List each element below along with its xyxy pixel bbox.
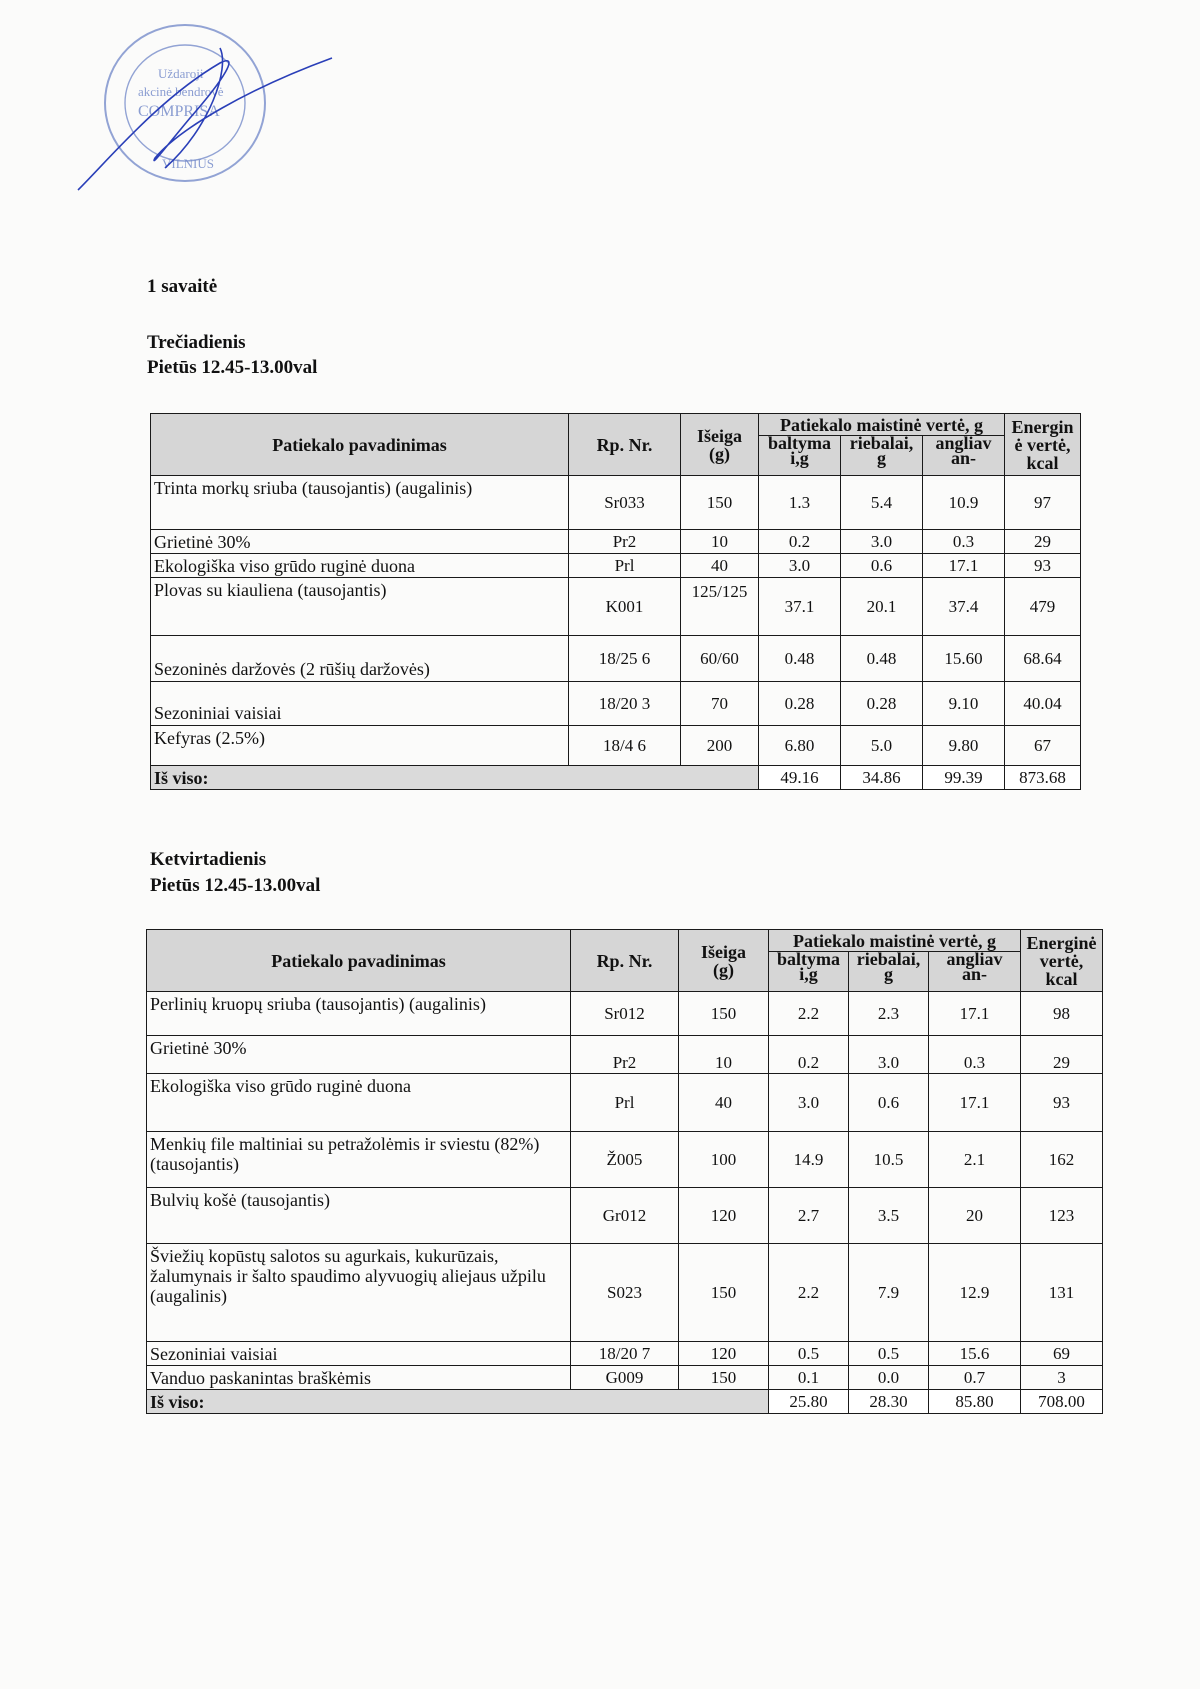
table-row [151, 476, 1081, 530]
fat-value: 20.1 [841, 578, 923, 636]
fat-value: 5.0 [841, 726, 923, 766]
protein-value: 14.9 [769, 1132, 849, 1188]
carbs-value: 15.6 [929, 1342, 1021, 1366]
recipe-number: Pr2 [569, 530, 681, 554]
day1-menu-table [150, 413, 1081, 790]
carbs-value: 17.1 [929, 992, 1021, 1036]
recipe-number: Sr033 [569, 476, 681, 530]
fat-label-1: riebalai, [849, 435, 914, 453]
energy-value: 97 [1005, 476, 1081, 530]
yield-unit: (g) [713, 959, 734, 980]
recipe-number: 18/4 6 [569, 726, 681, 766]
carbs-label-2: an- [961, 964, 987, 984]
carbs-value: 15.60 [923, 636, 1005, 682]
yield-value: 120 [679, 1342, 769, 1366]
col-header-protein [759, 436, 841, 476]
yield-value: 200 [681, 726, 759, 766]
stamp-text-3: COMPRISA [138, 103, 220, 120]
energy-value: 93 [1005, 554, 1081, 578]
protein-value: 0.2 [769, 1036, 849, 1074]
dish-name: Kefyras (2.5%) [151, 726, 569, 766]
yield-value: 40 [679, 1074, 769, 1132]
yield-value: 40 [681, 554, 759, 578]
yield-value: 150 [679, 1366, 769, 1390]
recipe-number: Prl [571, 1074, 679, 1132]
recipe-number: 18/20 7 [571, 1342, 679, 1366]
dish-name: Perlinių kruopų sriuba (tausojantis) (augalinis) [147, 992, 571, 1036]
energy-value: 67 [1005, 726, 1081, 766]
dish-name: Ekologiška viso grūdo ruginė duona [147, 1074, 571, 1132]
energy-value: 123 [1021, 1188, 1103, 1244]
carbs-value: 17.1 [923, 554, 1005, 578]
table-row [147, 1188, 1103, 1244]
dish-name: Grietinė 30% [151, 530, 569, 554]
protein-value: 2.2 [769, 992, 849, 1036]
total-carbs: 99.39 [923, 766, 1005, 790]
yield-value: 125/125 [681, 578, 759, 636]
col-header-yield [681, 414, 759, 476]
carbs-value: 9.80 [923, 726, 1005, 766]
energy-label-2: vertė, [1039, 950, 1084, 971]
col-header-name: Patiekalo pavadinimas [151, 414, 569, 476]
protein-label-1: baltyma [777, 951, 840, 969]
fat-label-1: riebalai, [856, 951, 921, 969]
company-stamp [70, 8, 340, 198]
dish-name: Sezoniniai vaisiai [147, 1342, 571, 1366]
protein-value: 3.0 [759, 554, 841, 578]
protein-value: 37.1 [759, 578, 841, 636]
recipe-number: 18/25 6 [569, 636, 681, 682]
fat-value: 0.6 [849, 1074, 929, 1132]
protein-value: 0.5 [769, 1342, 849, 1366]
energy-label-3: kcal [1045, 968, 1078, 989]
col-header-rp: Rp. Nr. [569, 414, 681, 476]
col-header-fat [841, 436, 923, 476]
fat-value: 2.3 [849, 992, 929, 1036]
fat-value: 3.0 [841, 530, 923, 554]
fat-value: 3.5 [849, 1188, 929, 1244]
dish-name: Grietinė 30% [147, 1036, 571, 1074]
yield-value: 150 [679, 992, 769, 1036]
energy-label-1: Energinė [1026, 932, 1097, 953]
table-row [147, 1132, 1103, 1188]
total-energy: 708.00 [1021, 1390, 1103, 1414]
recipe-number: Ž005 [571, 1132, 679, 1188]
fat-value: 0.48 [841, 636, 923, 682]
carbs-label-1: angliav [935, 435, 992, 453]
protein-value: 6.80 [759, 726, 841, 766]
table-row [147, 1074, 1103, 1132]
protein-label-2: i,g [790, 448, 809, 468]
carbs-label-1: angliav [946, 951, 1003, 969]
fat-value: 0.5 [849, 1342, 929, 1366]
col-header-energy [1021, 930, 1103, 992]
dish-name: Bulvių košė (tausojantis) [147, 1188, 571, 1244]
fat-value: 0.0 [849, 1366, 929, 1390]
protein-value: 0.28 [759, 682, 841, 726]
fat-value: 7.9 [849, 1244, 929, 1342]
table-row [147, 1366, 1103, 1390]
total-label: Iš viso: [151, 766, 759, 790]
table-row [151, 578, 1081, 636]
table-row [151, 554, 1081, 578]
dish-name: Sezoniniai vaisiai [151, 682, 569, 726]
dish-name: Ekologiška viso grūdo ruginė duona [151, 554, 569, 578]
table-row [151, 636, 1081, 682]
yield-value: 70 [681, 682, 759, 726]
col-header-rp: Rp. Nr. [571, 930, 679, 992]
energy-value: 93 [1021, 1074, 1103, 1132]
carbs-value: 0.3 [923, 530, 1005, 554]
total-carbs: 85.80 [929, 1390, 1021, 1414]
protein-value: 0.2 [759, 530, 841, 554]
stamp-text-2: akcinė bendrovė [138, 84, 224, 99]
yield-value: 10 [679, 1036, 769, 1074]
fat-label-2: g [877, 448, 886, 468]
total-protein: 25.80 [769, 1390, 849, 1414]
energy-label-2: ė vertė, [1014, 434, 1071, 455]
recipe-number: Prl [569, 554, 681, 578]
energy-value: 131 [1021, 1244, 1103, 1342]
carbs-label-2: an- [950, 448, 976, 468]
col-header-name: Patiekalo pavadinimas [147, 930, 571, 992]
dish-name: Plovas su kiauliena (tausojantis) [151, 578, 569, 636]
fat-value: 5.4 [841, 476, 923, 530]
table-row [147, 1036, 1103, 1074]
total-fat: 28.30 [849, 1390, 929, 1414]
total-fat: 34.86 [841, 766, 923, 790]
total-row [151, 766, 1081, 790]
dish-name: Vanduo paskanintas braškėmis [147, 1366, 571, 1390]
energy-value: 29 [1005, 530, 1081, 554]
energy-value: 479 [1005, 578, 1081, 636]
fat-value: 0.6 [841, 554, 923, 578]
dish-name: Šviežių kopūstų salotos su agurkais, kukurūzais, žalumynais ir šalto spaudimo alyvuogių aliejaus užpilu (augalinis) [147, 1244, 571, 1342]
energy-value: 40.04 [1005, 682, 1081, 726]
col-header-carbs [923, 436, 1005, 476]
fat-label-2: g [884, 964, 893, 984]
stamp-text-4: VILNIUS [162, 156, 214, 171]
carbs-value: 0.7 [929, 1366, 1021, 1390]
dish-name: Menkių file maltiniai su petražolėmis ir sviestu (82%) (tausojantis) [147, 1132, 571, 1188]
total-protein: 49.16 [759, 766, 841, 790]
energy-value: 29 [1021, 1036, 1103, 1074]
protein-value: 1.3 [759, 476, 841, 530]
carbs-value: 10.9 [923, 476, 1005, 530]
dish-name: Sezoninės daržovės (2 rūšių daržovės) [151, 636, 569, 682]
recipe-number: K001 [569, 578, 681, 636]
table-row [151, 726, 1081, 766]
stamp-text-1: Uždaroji [158, 66, 204, 81]
fat-value: 3.0 [849, 1036, 929, 1074]
protein-label-2: i,g [799, 964, 818, 984]
carbs-value: 37.4 [923, 578, 1005, 636]
energy-value: 3 [1021, 1366, 1103, 1390]
yield-value: 120 [679, 1188, 769, 1244]
recipe-number: Gr012 [571, 1188, 679, 1244]
yield-value: 100 [679, 1132, 769, 1188]
recipe-number: S023 [571, 1244, 679, 1342]
col-header-carbs [929, 952, 1021, 992]
energy-value: 69 [1021, 1342, 1103, 1366]
yield-label: Išeiga [701, 941, 746, 962]
energy-value: 68.64 [1005, 636, 1081, 682]
recipe-number: 18/20 3 [569, 682, 681, 726]
day1-meal-time: Pietūs 12.45-13.00val [147, 357, 318, 378]
col-header-nutrition: Patiekalo maistinė vertė, g [769, 930, 1021, 952]
table-row [151, 530, 1081, 554]
fat-value: 10.5 [849, 1132, 929, 1188]
table-row [147, 992, 1103, 1036]
carbs-value: 17.1 [929, 1074, 1021, 1132]
recipe-number: G009 [571, 1366, 679, 1390]
day1-name: Trečiadienis [147, 332, 246, 353]
energy-value: 98 [1021, 992, 1103, 1036]
dish-name: Trinta morkų sriuba (tausojantis) (augalinis) [151, 476, 569, 530]
col-header-energy [1005, 414, 1081, 476]
day2-meal-time: Pietūs 12.45-13.00val [150, 875, 321, 896]
day2-name: Ketvirtadienis [150, 849, 267, 870]
energy-value: 162 [1021, 1132, 1103, 1188]
recipe-number: Sr012 [571, 992, 679, 1036]
yield-unit: (g) [709, 443, 730, 464]
yield-label: Išeiga [697, 425, 742, 446]
col-header-yield [679, 930, 769, 992]
yield-value: 150 [681, 476, 759, 530]
table-row [147, 1342, 1103, 1366]
yield-value: 10 [681, 530, 759, 554]
table-row [151, 682, 1081, 726]
carbs-value: 12.9 [929, 1244, 1021, 1342]
carbs-value: 20 [929, 1188, 1021, 1244]
day2-menu-table [146, 929, 1103, 1414]
week-title: 1 savaitė [147, 276, 218, 297]
total-label: Iš viso: [147, 1390, 769, 1414]
protein-value: 2.7 [769, 1188, 849, 1244]
col-header-fat [849, 952, 929, 992]
carbs-value: 2.1 [929, 1132, 1021, 1188]
protein-value: 2.2 [769, 1244, 849, 1342]
table-row [147, 1244, 1103, 1342]
fat-value: 0.28 [841, 682, 923, 726]
col-header-nutrition: Patiekalo maistinė vertė, g [759, 414, 1005, 436]
col-header-protein [769, 952, 849, 992]
yield-value: 150 [679, 1244, 769, 1342]
yield-value: 60/60 [681, 636, 759, 682]
energy-label-3: kcal [1026, 452, 1059, 473]
protein-value: 3.0 [769, 1074, 849, 1132]
protein-label-1: baltyma [768, 435, 831, 453]
carbs-value: 9.10 [923, 682, 1005, 726]
total-energy: 873.68 [1005, 766, 1081, 790]
protein-value: 0.1 [769, 1366, 849, 1390]
protein-value: 0.48 [759, 636, 841, 682]
total-row [147, 1390, 1103, 1414]
energy-label-1: Energin [1011, 416, 1074, 437]
carbs-value: 0.3 [929, 1036, 1021, 1074]
recipe-number: Pr2 [571, 1036, 679, 1074]
